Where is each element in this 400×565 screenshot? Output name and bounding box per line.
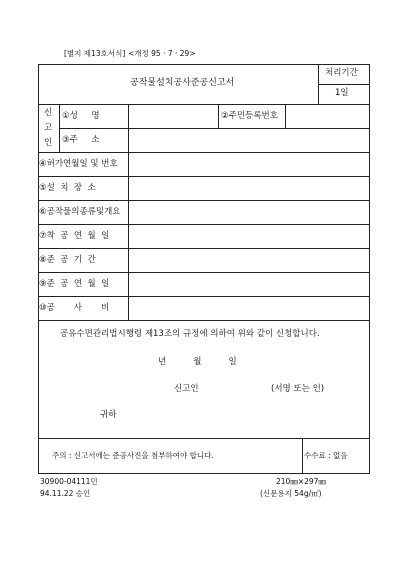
reporter-group-label-3: 인 [44,138,53,148]
addressee-label: 귀하 [100,410,117,420]
form-code: 30900-04111민 [40,477,98,486]
divider [318,84,370,85]
paper-size: 210㎜×297㎜ [276,477,326,486]
divider [59,128,370,129]
divider [218,104,219,128]
completion-period-label: ⑧준 공 기 간 [39,255,96,265]
permit-date-number-label: ④허가연월일 및 번호 [39,159,118,169]
divider [38,176,370,177]
resident-id-label: ②주민등록번호 [221,111,278,121]
divider [38,272,370,273]
signature-label: (서명 또는 인) [271,384,325,394]
completion-date-label: ⑨준 공 연 월 일 [39,279,110,289]
divider [302,438,303,474]
declaration-statement: 공유수면관리법시행령 제13조의 규정에 의하여 위와 같이 신청합니다. [60,329,320,339]
address-label: ③주 소 [62,135,100,145]
construction-start-label: ⑦착 공 연 월 일 [39,231,110,241]
form-frame [38,64,370,474]
applicant-label: 신고인 [174,384,199,394]
divider [38,438,370,439]
form-number: [별지 제13호서식] [64,49,126,58]
divider [38,200,370,201]
construction-cost-label: ⑩공 사 비 [39,303,110,313]
processing-period-label: 처리기간 [325,68,358,78]
processing-period-value: 1일 [335,88,349,98]
name-label: ①성 명 [62,111,100,121]
installation-site-label: ⑤설 치 장 소 [39,183,96,193]
divider [285,104,286,128]
divider [38,104,370,105]
revision-date: <개정 95 · 7 · 29> [128,49,196,58]
fee-label: 수수료 : 없음 [304,451,348,460]
declaration-date: 년 월 일 [158,357,237,367]
form-title: 공작물설치공사준공신고서 [130,78,235,88]
divider [38,152,370,153]
divider [38,320,370,321]
structure-type-label: ⑥공작물의종류및개요 [39,207,121,217]
approval-date: 94.11.22 승인 [40,489,91,498]
divider [38,248,370,249]
reporter-group-label-2: 고 [44,123,53,133]
divider [38,224,370,225]
attachment-note: 주의 : 신고서에는 준공사진을 첨부하여야 합니다. [52,451,214,460]
reporter-group-label-1: 신 [44,108,53,118]
divider [128,152,129,320]
paper-type: (신문용지 54g/㎡) [260,489,322,498]
divider [38,296,370,297]
